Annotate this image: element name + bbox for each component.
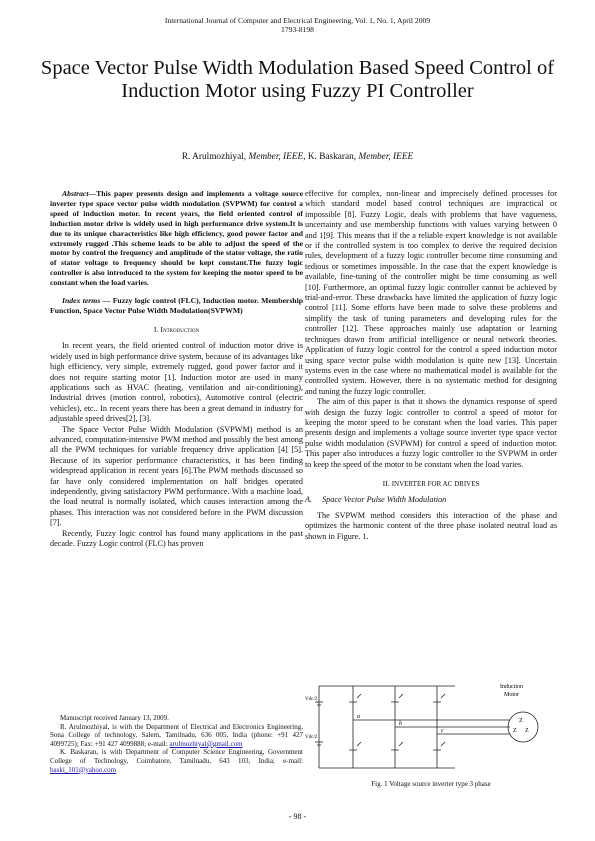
author-separator: , K. Baskaran,	[303, 152, 357, 162]
node-a-label: a	[357, 714, 360, 720]
intro-paragraph-2: The Space Vector Pulse Width Modulation (SVPWM) method is an advanced, computation-intensive PWM method and possibly the best among all the PWM techniques for variable frequency drive application [4] [5]. Because of its superior performance characteristics, it has been finding widespread application in recent years [6].The PWM methods discussed so far have only considered implementation on half bridges operated independently, giving satisfactory PWM performance. With a machine load, the load neutral is normally isolated, which causes interaction among the phases. This interaction was not considered before in the PWM discussion [7].	[50, 424, 303, 528]
subsection-a-title: Space Vector Pulse Width Modulation	[322, 495, 447, 505]
section-1-heading	[50, 325, 303, 335]
section-1-title: Introduction	[160, 324, 200, 334]
section-2-number: II.	[382, 478, 390, 488]
subsection-a-heading	[305, 495, 557, 505]
author-1-email-link[interactable]: arulmozhiyal@gmail.com	[169, 739, 243, 748]
footnote-author-2-text: K. Baskaran, is with Department of Computer Science Engineering, Government College of Technology, Coimbatore, Tamilnadu, 643 103, India; e-mail:	[50, 748, 303, 765]
vdc-top-label: Vdc/2	[305, 697, 318, 702]
motor-label-2: Motor	[504, 692, 519, 698]
footnote-author-1-text: R. Arulmozhiyal, is with the Department of Electrical and Electronics Engineering, Sona College of technology, Salem, Tamilnadu, 636 005, India (phone: +91 427 4099725); Fax: +91 427 4099888; e-mail:	[50, 722, 303, 748]
index-terms: Index terms — Fuzzy logic control (FLC), Induction motor. Membership Function, Space Vector Pulse Width Modulation(SVPWM)	[50, 296, 303, 315]
vdc-bottom-label: Vdc/2	[305, 735, 318, 740]
paper-title: Space Vector Pulse Width Modulation Based Speed Control of Induction Motor using Fuzzy PI Controller	[40, 57, 555, 102]
right-column	[305, 189, 557, 542]
footnotes	[50, 714, 303, 774]
intro-paragraph-4: The aim of this paper is that it shows the dynamics response of speed with design the fuzzy logic controller to control a speed of motor for keeping the motor speed to be constant when the load varies. This paper presents design and implements a voltage source inverter type space vector pulse width modulation (SVPWM) for control a speed of induction motor. This paper also introduces a fuzzy logic controller to the SVPWM in order to keep the speed of the motor to be constant when the load varies.	[305, 397, 557, 469]
intro-paragraph-1: In recent years, the field oriented control of induction motor drive is widely used in high performance drive system, because of its advantages like high efficiency, very simple, extremely rugged, good power factor and it does not require starting motor [1]. Induction motor are used in many applications such as HVAC (heating, ventilation and air-conditioning), Industrial drives (motion control, robotics), Automotive control (electric vehicles), etc.. In recent years there has been a great demand in industry for adjustable speed drives[2], [3].	[50, 341, 303, 424]
author-2-email-link[interactable]: baski_101@yahoo.com	[50, 765, 117, 774]
section-2-title: INVERTER FOR AC DRIVES	[391, 479, 480, 488]
section-2-paragraph-1: The SVPWM method considers this interaction of the phase and optimizes the harmonic content of the three phase isolated neutral load as shown in Figure. 1.	[305, 510, 557, 541]
left-column	[50, 189, 303, 549]
section-1-number: I.	[153, 324, 159, 334]
journal-header: International Journal of Computer and Electrical Engineering, Vol. 1, No. 1, April 2009	[164, 16, 431, 25]
index-terms-label: Index terms	[62, 296, 101, 306]
impedance-z3-label: Z	[525, 728, 529, 734]
abstract-label: Abstract	[62, 189, 89, 198]
node-b-label: b	[399, 721, 402, 727]
section-2-heading	[305, 479, 557, 489]
motor-label-1: Induction	[500, 684, 523, 690]
impedance-z2-label: Z	[513, 728, 517, 734]
node-c-label: c	[441, 728, 444, 734]
subsection-a-letter: A.	[305, 495, 313, 505]
authors	[0, 152, 595, 162]
abstract: Abstract—This paper presents design and implements a voltage source inverter type space vector pulse width modulation (SVPWM) for control a speed of induction motor. In recent years, the field oriented control of induction motor drive is widely used in high performance drive system.It is due to its unique characteristics like high efficiency, good power factor and extremely rugged .This scheme leads to be able to adjust the speed of the motor by control the frequency and amplitude of the stator voltage, the ratio of stator voltage to frequency should be kept constant.The fuzzy logic controller is also introduced to the system for keeping the motor speed to be constant when the load varies.	[50, 189, 303, 288]
impedance-z1-label: Z	[519, 718, 523, 724]
intro-paragraph-3: Recently, Fuzzy logic control has found many applications in the past decade. Fuzzy Logic control (FLC) has proven	[50, 528, 303, 548]
author-1-name: R. Arulmozhiyal,	[181, 152, 247, 162]
intro-paragraph-3-continued: effective for complex, non-linear and imprecisely defined processes for which standard model based control techniques are impractical or impossible [8]. Fuzzy Logic, deals with problems that have vagueness, uncertainty and use membership functions with values varying between 0 and 1[9]. This means that if the a reliable expert knowledge is not available or if the controlled system is too complex to derive the required decision rules, development of a fuzzy logic controller become time consuming and tedious or sometimes impossible. In the case that the expert knowledge is available, fine-tuning of the controller might be time consuming as well [10]. Furthermore, an optimal fuzzy logic controller cannot be achieved by trial-and-error. These drawbacks have limited the application of fuzzy logic control [11]. Some efforts have been made to solve these problems and simplify the task of tuning parameters and developing rules for the controller [12]. These approaches mainly use adaptation or learning techniques drawn from artificial intelligence or neural network theories. Application of fuzzy logic control for the control a speed induction motor using space vector pulse width modulation is quite new [13]. Uncertain systems even in the case where no mathematical model is available for the controlled system. However, there is no systematic method for designing and tuning the fuzzy logic controller.	[305, 189, 557, 396]
figure-1-inverter-diagram	[305, 672, 557, 778]
abstract-text: This paper presents design and implements a voltage source inverter type space vector pulse width modulation (SVPWM) for control a speed of induction motor. In recent years, the field oriented control of induction motor drive is widely used in high performance drive system.It is due to its unique characteristics like high efficiency, good power factor and extremely rugged .This scheme leads to be able to adjust the speed of the motor by control the frequency and amplitude of the stator voltage, the ratio of stator voltage to frequency should be kept constant.The fuzzy logic controller is also introduced to the system for keeping the motor speed to be constant when the load varies.	[50, 189, 303, 288]
index-terms-text: Fuzzy logic control (FLC), Induction motor. Membership Function, Space Vector Pulse Width Modulation(SVPWM)	[50, 296, 303, 315]
issn: 1793-8198	[281, 25, 314, 34]
page-number: - 98 -	[288, 812, 307, 821]
author-1-role: Member, IEEE	[248, 152, 304, 162]
footnote-received: Manuscript received January 13, 2009.	[60, 714, 169, 722]
figure-1-caption: Fig. 1 Voltage source inverter type 3 phase	[371, 780, 491, 788]
footnote-author-1	[50, 723, 303, 749]
footnote-author-2	[50, 748, 303, 774]
author-2-role: Member, IEEE	[358, 152, 414, 162]
